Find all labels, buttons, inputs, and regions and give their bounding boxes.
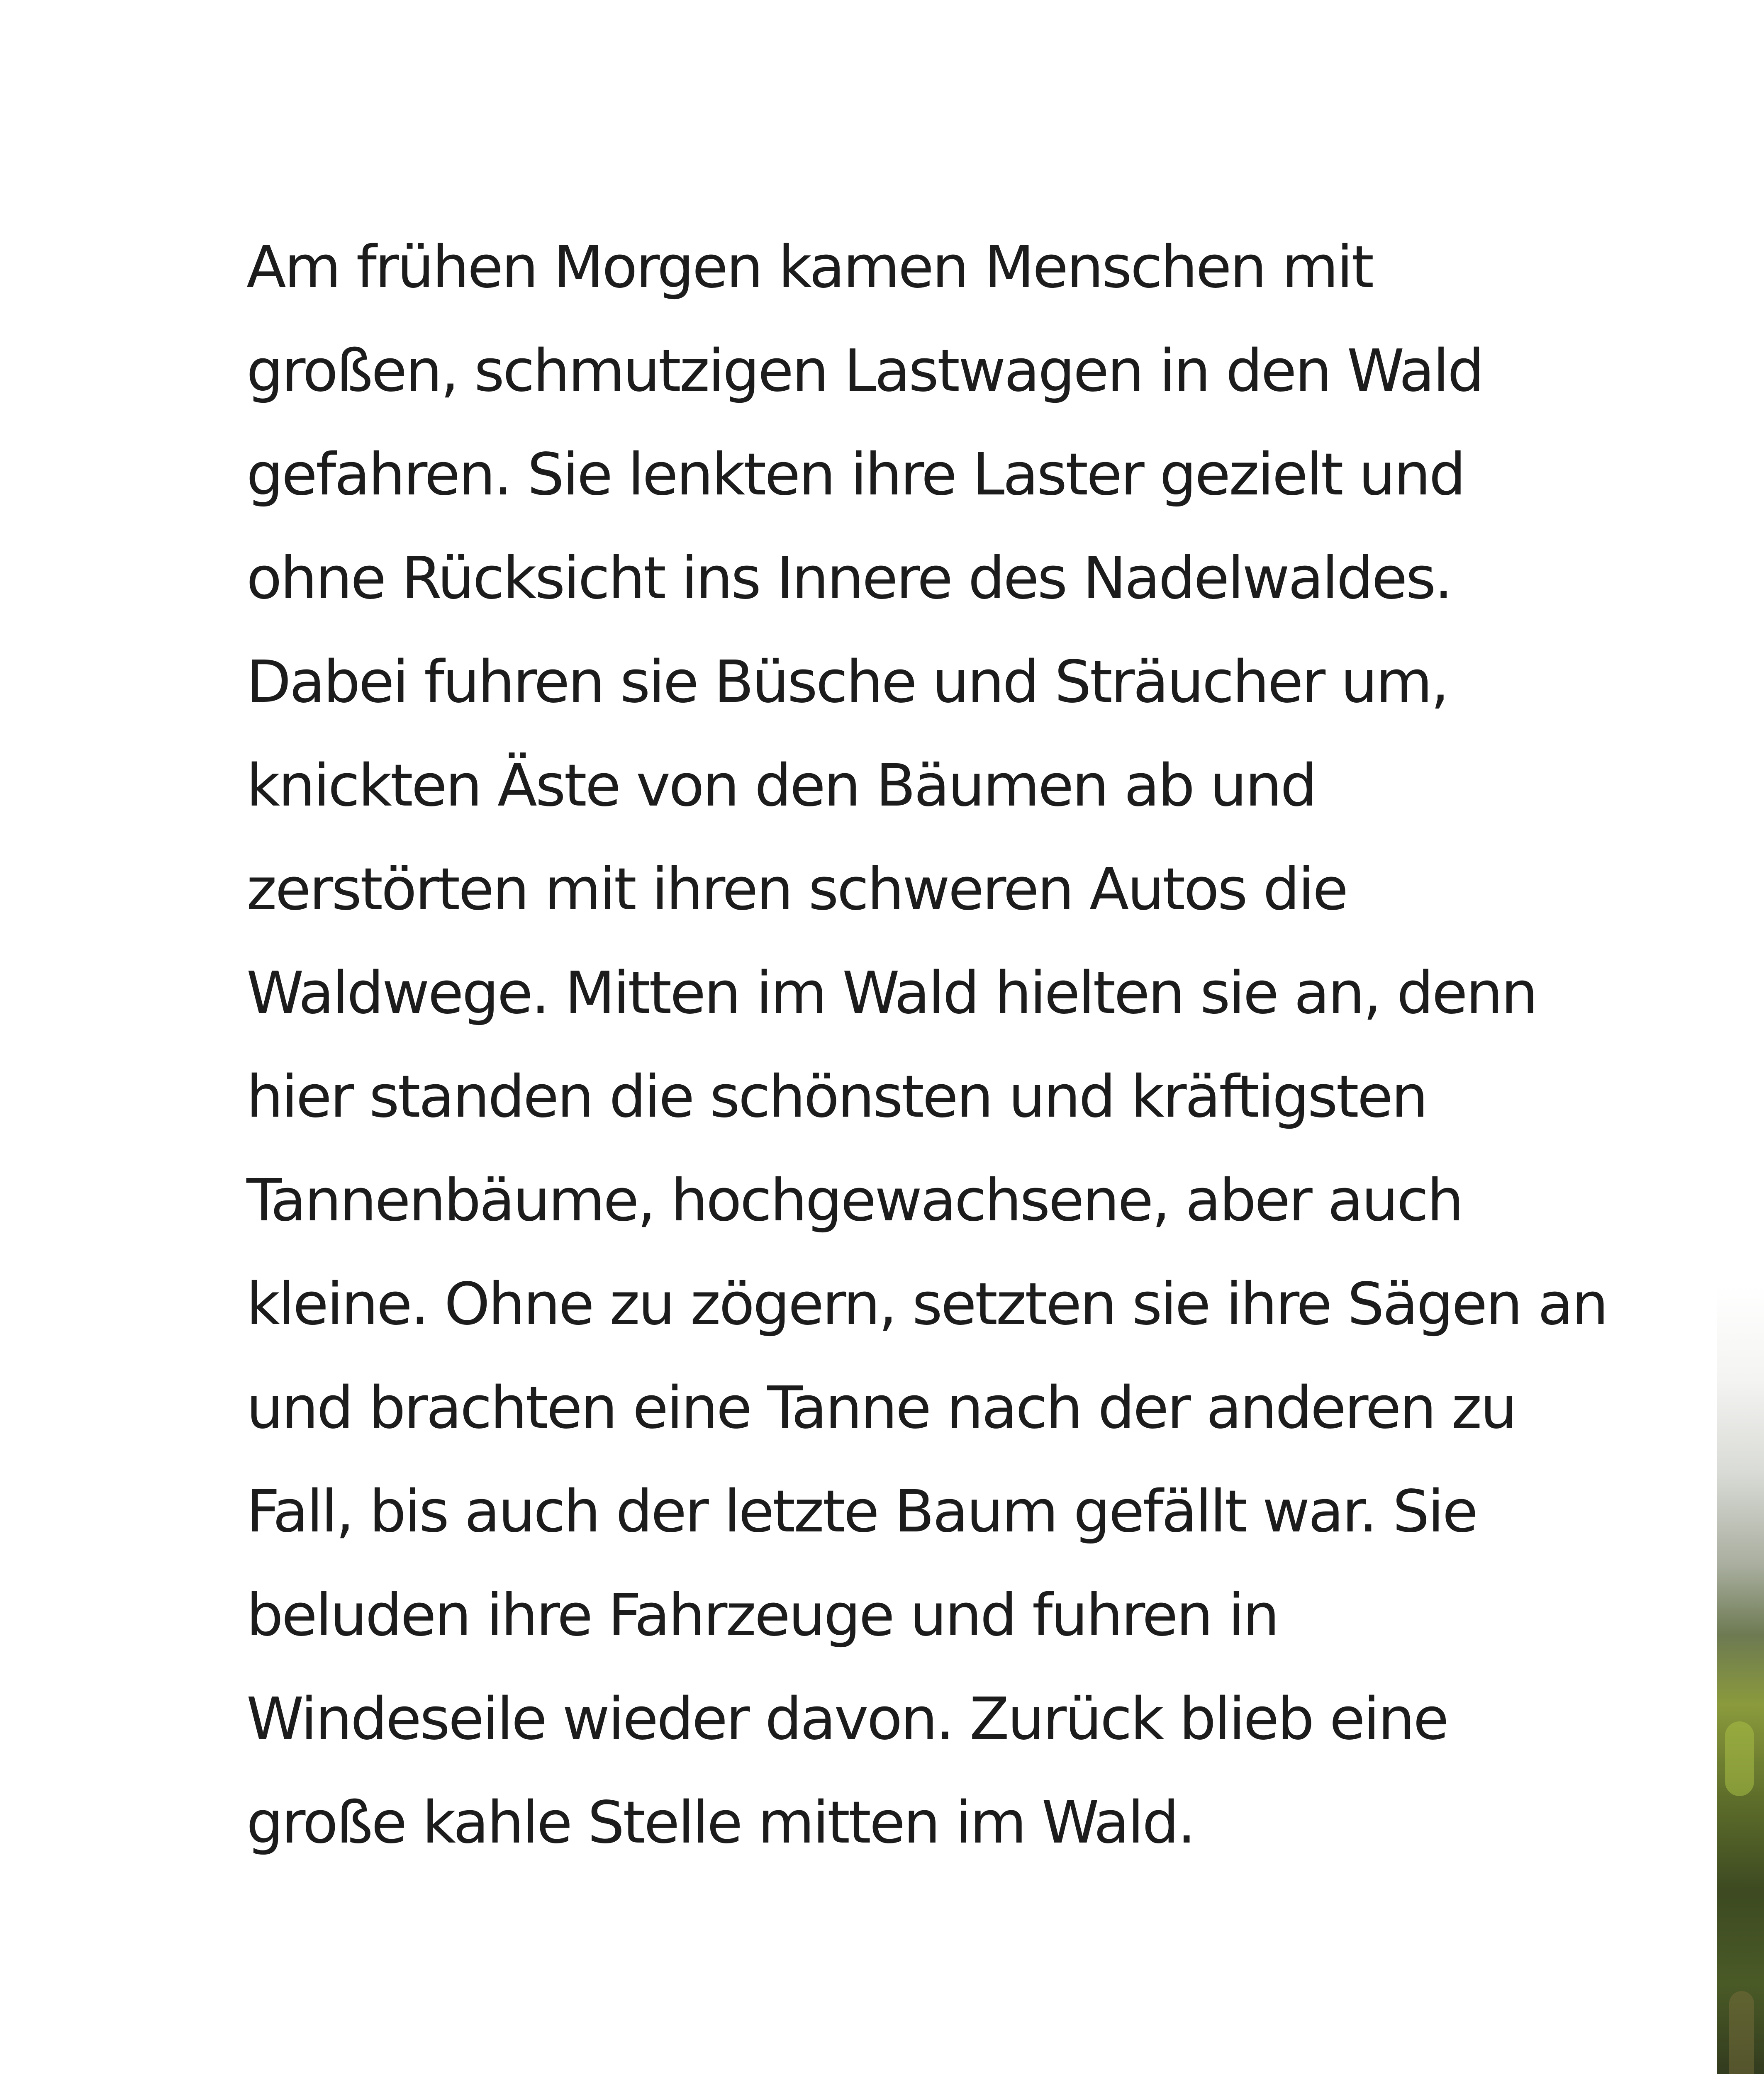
text-line: Waldwege. Mitten im Wald hielten sie an, denn [246, 959, 1537, 1027]
text-line: beluden ihre Fahrzeuge und fuhren in [246, 1582, 1278, 1649]
facing-page-image-edge [1717, 1286, 1764, 2074]
foliage-highlight [1725, 1721, 1754, 1796]
text-line: gefahren. Sie lenkten ihre Laster gezielt und [246, 441, 1464, 509]
text-line: hier standen die schönsten und kräftigsten [246, 1063, 1427, 1131]
story-paragraph [246, 216, 1607, 1875]
text-line: Fall, bis auch der letzte Baum gefällt war. Sie [246, 1478, 1476, 1546]
text-line: Am frühen Morgen kamen Menschen mit [246, 234, 1373, 301]
text-line: zerstörten mit ihren schweren Autos die [246, 856, 1347, 923]
text-line: und brachten eine Tanne nach der anderen zu [246, 1374, 1516, 1442]
text-line: knickten Äste von den Bäumen ab und [246, 752, 1316, 820]
text-line: Dabei fuhren sie Büsche und Sträucher um, [246, 648, 1448, 716]
text-line: Windeseile wieder davon. Zurück blieb eine [246, 1685, 1447, 1753]
text-line: großen, schmutzigen Lastwagen in den Wald [246, 337, 1483, 405]
text-line: große kahle Stelle mitten im Wald. [246, 1789, 1194, 1857]
text-line: Tannenbäume, hochgewachsene, aber auch [246, 1167, 1462, 1234]
text-line: kleine. Ohne zu zögern, setzten sie ihre Sägen an [246, 1271, 1607, 1338]
text-line: ohne Rücksicht ins Innere des Nadelwaldes. [246, 545, 1452, 612]
foliage-shadow [1729, 1991, 1754, 2074]
